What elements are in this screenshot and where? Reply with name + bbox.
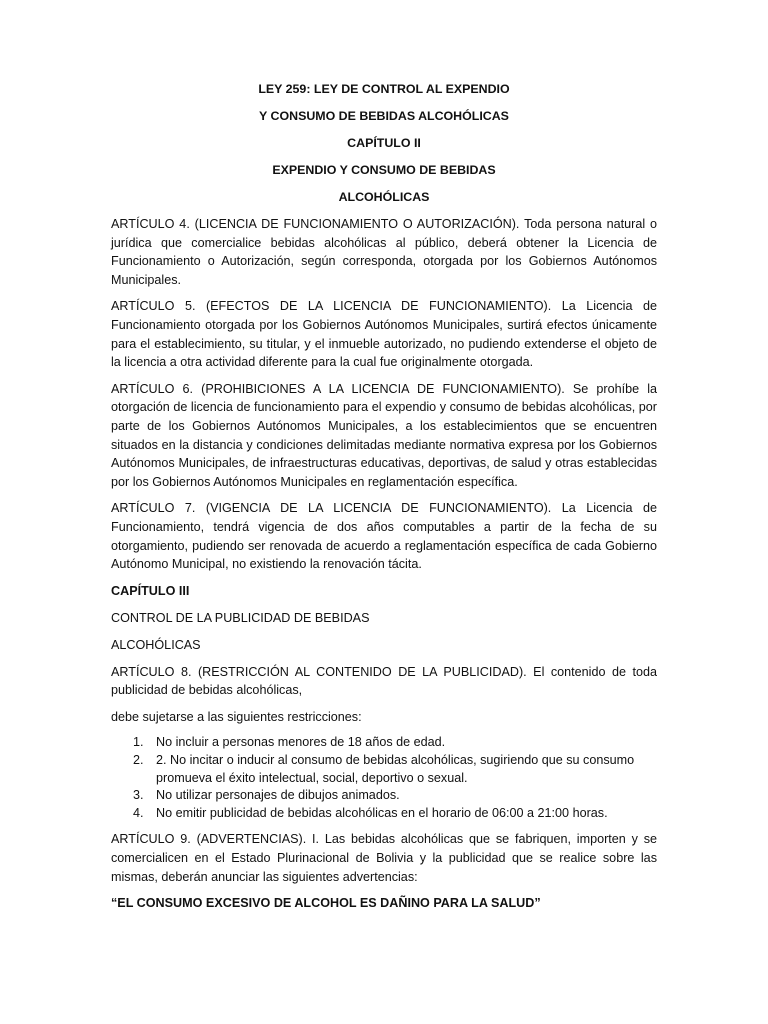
article-4 [111,215,657,289]
article-8 [111,663,657,700]
restrictions-list [111,734,657,822]
law-title-line-2: Y CONSUMO DE BEBIDAS ALCOHÓLICAS [259,109,509,123]
article-9-label: ARTÍCULO 9. (ADVERTENCIAS). [111,832,307,847]
list-item-text: 2. No incitar o inducir al consumo de bebidas alcohólicas, sugiriendo que su consumo promueva el éxito intelectual, social, deportivo o sexual. [156,753,635,785]
chapter-3-heading: CAPÍTULO III [111,583,190,598]
article-5-text: La Licencia de Funcionamiento otorgada por los Gobiernos Autónomos Municipales, surtirá efectos únicamente para el establecimiento, su titular, y el inmueble autorizado, no pudiendo extenderse el objeto de la licencia a otra actividad diferente para la cual fue originalmente otorgada. [111,299,658,370]
article-6-label: ARTÍCULO 6. (PROHIBICIONES A LA LICENCIA DE FUNCIONAMIENTO). [111,381,565,396]
chapter-3-title-line-2: ALCOHÓLICAS [111,637,201,652]
list-item [111,734,657,752]
article-8-label: ARTÍCULO 8. (RESTRICCIÓN AL CONTENIDO DE LA PUBLICIDAD). [111,664,527,679]
article-7-text: La Licencia de Funcionamiento, tendrá vigencia de dos años computables a partir de la fecha de su otorgamiento, pudiendo ser renovada de acuerdo a reglamentación específica de cada Gobierno Autónomo Municipal, no existiendo la renovación tácita. [111,501,657,572]
law-title-line-1: LEY 259: LEY DE CONTROL AL EXPENDIO [258,82,510,96]
list-item [111,787,657,805]
list-item-number: 4. [133,805,144,820]
document-page [111,80,657,913]
article-9 [111,830,657,886]
chapter-2-title-line-1: EXPENDIO Y CONSUMO DE BEBIDAS [272,163,496,177]
article-5-label: ARTÍCULO 5. (EFECTOS DE LA LICENCIA DE FUNCIONAMIENTO). [111,299,552,314]
article-4-label: ARTÍCULO 4. (LICENCIA DE FUNCIONAMIENTO O AUTORIZACIÓN). [111,217,520,231]
list-item-text: No utilizar personajes de dibujos animados. [156,788,400,803]
list-item-number: 3. [133,788,144,803]
chapter-2-heading: CAPÍTULO II [347,136,421,150]
list-item-text: No incluir a personas menores de 18 años de edad. [156,735,446,750]
chapter-2-title-line-2: ALCOHÓLICAS [338,190,430,204]
article-4-text: Toda persona natural o jurídica que comercialice bebidas alcohólicas al público, deberá obtener la Licencia de Funcionamiento o Autorización, según corresponda, otorgada por los Gobiernos Autónomos Municipales. [111,217,657,287]
list-item-text: No emitir publicidad de bebidas alcohólicas en el horario de 06:00 a 21:00 horas. [156,805,608,820]
article-6-text: Se prohíbe la otorgación de licencia de funcionamiento para el expendio y consumo de bebidas alcohólicas, por parte de los Gobiernos Autónomos Municipales, a los establecimientos que se encuentren situados en la distancia y condiciones delimitadas mediante normativa expresa por los Gobiernos Autónomos Municipales, de infraestructuras educativas, deportivas, de salud y otras establecidas por los Gobiernos Autónomos Municipales en reglamentación específica. [111,381,658,489]
list-item-number: 1. [133,735,144,750]
list-item [111,805,657,823]
article-7-label: ARTÍCULO 7. (VIGENCIA DE LA LICENCIA DE FUNCIONAMIENTO). [111,501,552,516]
article-6 [111,380,657,492]
article-7 [111,499,657,573]
health-warning: “EL CONSUMO EXCESIVO DE ALCOHOL ES DAÑINO PARA LA SALUD” [111,896,541,911]
article-8-text: El contenido de toda publicidad de bebidas alcohólicas, [111,664,657,698]
article-9-text: I. Las bebidas alcohólicas que se fabriquen, importen y se comercialicen en el Estado Plurinacional de Bolivia y la publicidad que se realice sobre las mismas, deberán anunciar las siguientes advertencias: [111,832,658,884]
article-8-intro: debe sujetarse a las siguientes restricciones: [111,709,362,724]
list-item-number: 2. [133,753,144,768]
chapter-3-title-line-1: CONTROL DE LA PUBLICIDAD DE BEBIDAS [111,610,370,625]
list-item [111,752,657,787]
article-5 [111,297,657,371]
